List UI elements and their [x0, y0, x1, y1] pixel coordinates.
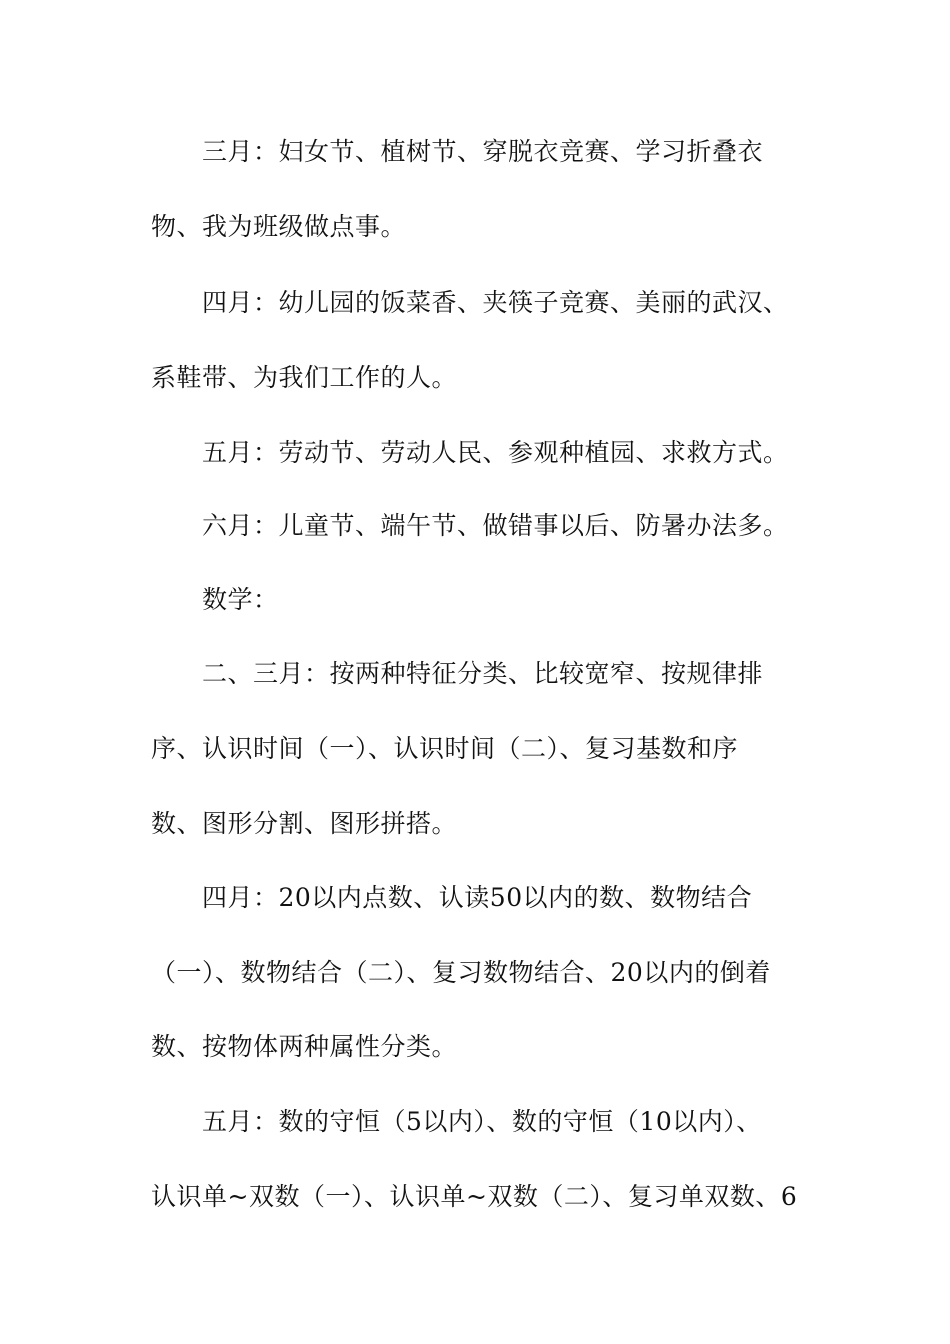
- paragraph-line: 五月：劳动节、劳动人民、参观种植园、求救方式。: [202, 438, 789, 467]
- paragraph-line: 序、认识时间（一）、认识时间（二）、复习基数和序: [151, 734, 739, 763]
- paragraph-line: 数、图形分割、图形拼搭。: [151, 809, 458, 838]
- paragraph-line: 数、按物体两种属性分类。: [151, 1032, 458, 1061]
- paragraph-line: 五月：数的守恒（5以内）、数的守恒（10以内）、: [202, 1107, 762, 1136]
- paragraph-line: 二、三月：按两种特征分类、比较宽窄、按规律排: [202, 659, 764, 688]
- paragraph-line: 认识单~双数（一）、认识单~双数（二）、复习单双数、6: [151, 1182, 798, 1211]
- paragraph-line: 系鞋带、为我们工作的人。: [151, 363, 458, 392]
- paragraph-line: （一）、数物结合（二）、复习数物结合、20以内的倒着: [151, 958, 771, 987]
- paragraph-line: 三月：妇女节、植树节、穿脱衣竞赛、学习折叠衣: [202, 137, 764, 166]
- paragraph-line: 物、我为班级做点事。: [151, 212, 407, 241]
- paragraph-line: 六月：儿童节、端午节、做错事以后、防暑办法多。: [202, 511, 789, 540]
- paragraph-line: 四月：幼儿园的饭菜香、夹筷子竞赛、美丽的武汉、: [202, 288, 789, 317]
- paragraph-line: 四月：20以内点数、认读50以内的数、数物结合: [202, 883, 753, 912]
- section-heading: 数学：: [202, 585, 279, 614]
